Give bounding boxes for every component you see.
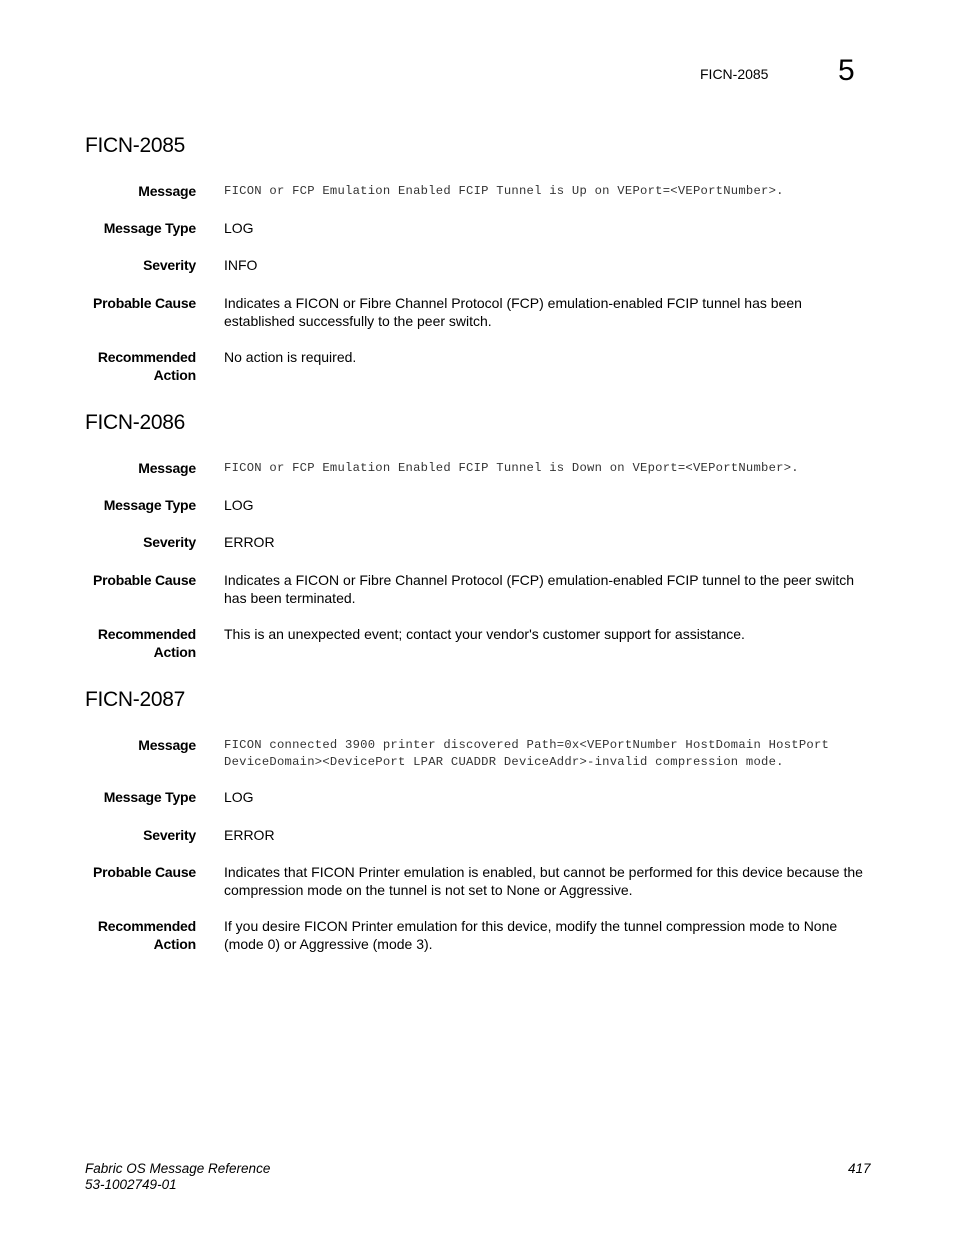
severity-label: Severity xyxy=(143,827,196,843)
chapter-number: 5 xyxy=(838,54,855,87)
entry-title: FICN-2087 xyxy=(85,688,186,711)
footer-doc-number: 53-1002749-01 xyxy=(85,1177,177,1192)
recommended-action-label xyxy=(56,348,196,384)
message-type-label: Message Type xyxy=(103,220,196,236)
probable-cause-label: Probable Cause xyxy=(92,572,196,588)
page-number: 417 xyxy=(848,1161,871,1176)
footer-doc-title: Fabric OS Message Reference xyxy=(85,1161,271,1176)
entry-title: FICN-2086 xyxy=(85,411,186,434)
recommended-label-line1: Recommended xyxy=(97,626,196,642)
probable-cause-value: Indicates a FICON or Fibre Channel Protocol (FCP) emulation-enabled FCIP tunnel to the peer switch has been terminated. xyxy=(224,572,855,606)
message-label: Message xyxy=(138,460,196,476)
probable-cause-value: Indicates that FICON Printer emulation is enabled, but cannot be performed for this device because the compression mode on the tunnel is not set to None or Aggressive. xyxy=(224,864,863,898)
message-type-value: LOG xyxy=(224,220,254,236)
entry-title: FICN-2085 xyxy=(85,134,186,157)
probable-cause-value: Indicates a FICON or Fibre Channel Protocol (FCP) emulation-enabled FCIP tunnel has been established successfully to the peer switch. xyxy=(224,295,802,329)
recommended-action-value: If you desire FICON Printer emulation for this device, modify the tunnel compression mode to None (mode 0) or Aggressive (mode 3). xyxy=(224,918,838,952)
recommended-action-label xyxy=(56,625,196,661)
severity-value: ERROR xyxy=(224,827,275,843)
probable-cause-label: Probable Cause xyxy=(92,864,196,880)
running-header-title: FICN-2085 xyxy=(700,66,769,82)
recommended-label-line2: Action xyxy=(153,644,196,660)
message-type-label: Message Type xyxy=(103,789,196,805)
recommended-action-label xyxy=(56,917,196,953)
message-type-value: LOG xyxy=(224,789,254,805)
recommended-label-line1: Recommended xyxy=(97,349,196,365)
message-type-label: Message Type xyxy=(103,497,196,513)
message-type-value: LOG xyxy=(224,497,254,513)
severity-label: Severity xyxy=(143,257,196,273)
message-label: Message xyxy=(138,737,196,753)
probable-cause-label: Probable Cause xyxy=(92,295,196,311)
message-value: FICON or FCP Emulation Enabled FCIP Tunnel is Down on VEport=<VEPortNumber>. xyxy=(224,461,799,475)
recommended-label-line2: Action xyxy=(153,367,196,383)
message-value: FICON connected 3900 printer discovered Path=0x<VEPortNumber HostDomain HostPort DeviceDomain><DevicePort LPAR CUADDR DeviceAddr>-invalid compression mode. xyxy=(224,738,830,769)
message-label: Message xyxy=(138,183,196,199)
severity-value: INFO xyxy=(224,257,258,273)
severity-value: ERROR xyxy=(224,534,275,550)
recommended-action-value: No action is required. xyxy=(224,349,357,365)
severity-label: Severity xyxy=(143,534,196,550)
message-value: FICON or FCP Emulation Enabled FCIP Tunnel is Up on VEPort=<VEPortNumber>. xyxy=(224,184,784,198)
recommended-label-line1: Recommended xyxy=(97,918,196,934)
recommended-label-line2: Action xyxy=(153,936,196,952)
footer-document-info xyxy=(85,1161,270,1193)
recommended-action-value: This is an unexpected event; contact your vendor's customer support for assistance. xyxy=(224,626,745,642)
